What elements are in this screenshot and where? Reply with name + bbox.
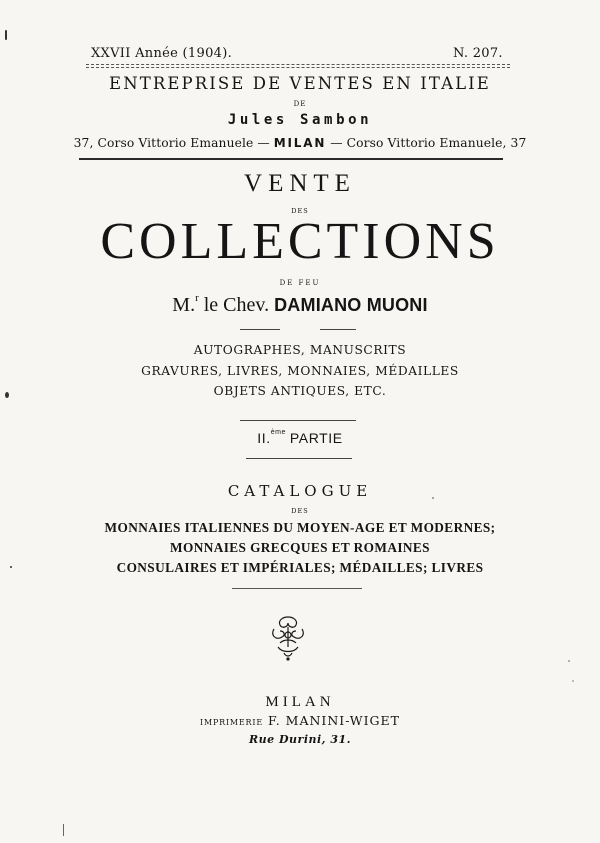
owner-title: le Chev. (198, 294, 275, 316)
firm-name: Jules Sambon (227, 112, 373, 128)
firm-title: ENTREPRISE DE VENTES EN ITALIE (109, 74, 491, 93)
owner-line (0, 294, 600, 317)
header-rule-top (86, 64, 510, 65)
vente-heading: VENTE (244, 170, 356, 197)
catalogue-heading: CATALOGUE (227, 482, 373, 500)
address-right: — Corso Vittorio Emanuele, 37 (330, 136, 527, 150)
imprint-printer (0, 713, 600, 728)
collections-heading: COLLECTIONS (100, 213, 500, 270)
owner-prefix: M. (172, 294, 196, 316)
owner-prefix-sup: r (195, 292, 199, 304)
imprint-street: Rue Durini, 31. (249, 733, 351, 746)
catalogue-line-1: MONNAIES ITALIENNES DU MOYEN-AGE ET MODERNES; (104, 520, 496, 535)
firm-rule (79, 158, 503, 160)
scan-speck (63, 824, 64, 836)
scan-speck (5, 30, 7, 40)
catalogue-line-3: CONSULAIRES ET IMPÉRIALES; MÉDAILLES; LIVRES (116, 560, 484, 575)
contents-line-1: AUTOGRAPHES, MANUSCRITS (193, 343, 407, 357)
part-rule (246, 458, 352, 459)
catalogue-des: DES (291, 507, 309, 515)
de-feu-label: DE FEU (279, 279, 321, 287)
contents-line-3: OBJETS ANTIQUES, ETC. (213, 384, 387, 398)
contents-rule (240, 420, 356, 421)
part-number: II. (257, 430, 271, 446)
floral-ornament-icon (268, 613, 308, 661)
owner-rule (240, 329, 280, 330)
des-label: DES (291, 207, 309, 215)
owner-rule-right (320, 329, 356, 330)
scan-speck (432, 497, 434, 499)
address-left: 37, Corso Vittorio Emanuele — (73, 136, 270, 150)
firm-address (0, 136, 600, 150)
owner-name: DAMIANO MUONI (274, 295, 428, 315)
imprint-printer-name: F. MANINI-WIGET (267, 713, 400, 728)
contents-line-2: GRAVURES, LIVRES, MONNAIES, MÉDAILLES (141, 364, 459, 378)
part-word: PARTIE (289, 430, 343, 446)
scan-speck (10, 566, 12, 568)
part-sup: ème (270, 429, 286, 436)
address-city: MILAN (273, 136, 327, 150)
issue-year: XXVII Année (1904). (91, 46, 233, 61)
part-label (0, 430, 600, 446)
scan-speck (568, 660, 570, 662)
catalogue-line-2: MONNAIES GRECQUES ET ROMAINES (170, 540, 430, 555)
firm-de: DE (293, 100, 307, 108)
catalogue-rule (232, 588, 362, 589)
scan-speck (5, 392, 9, 398)
imprint-city: MILAN (265, 694, 335, 710)
header-rule-bottom (86, 67, 510, 68)
imprint-printer-prefix: IMPRIMERIE (200, 718, 263, 727)
catalogue-number: N. 207. (453, 46, 503, 61)
scan-speck (572, 680, 574, 682)
